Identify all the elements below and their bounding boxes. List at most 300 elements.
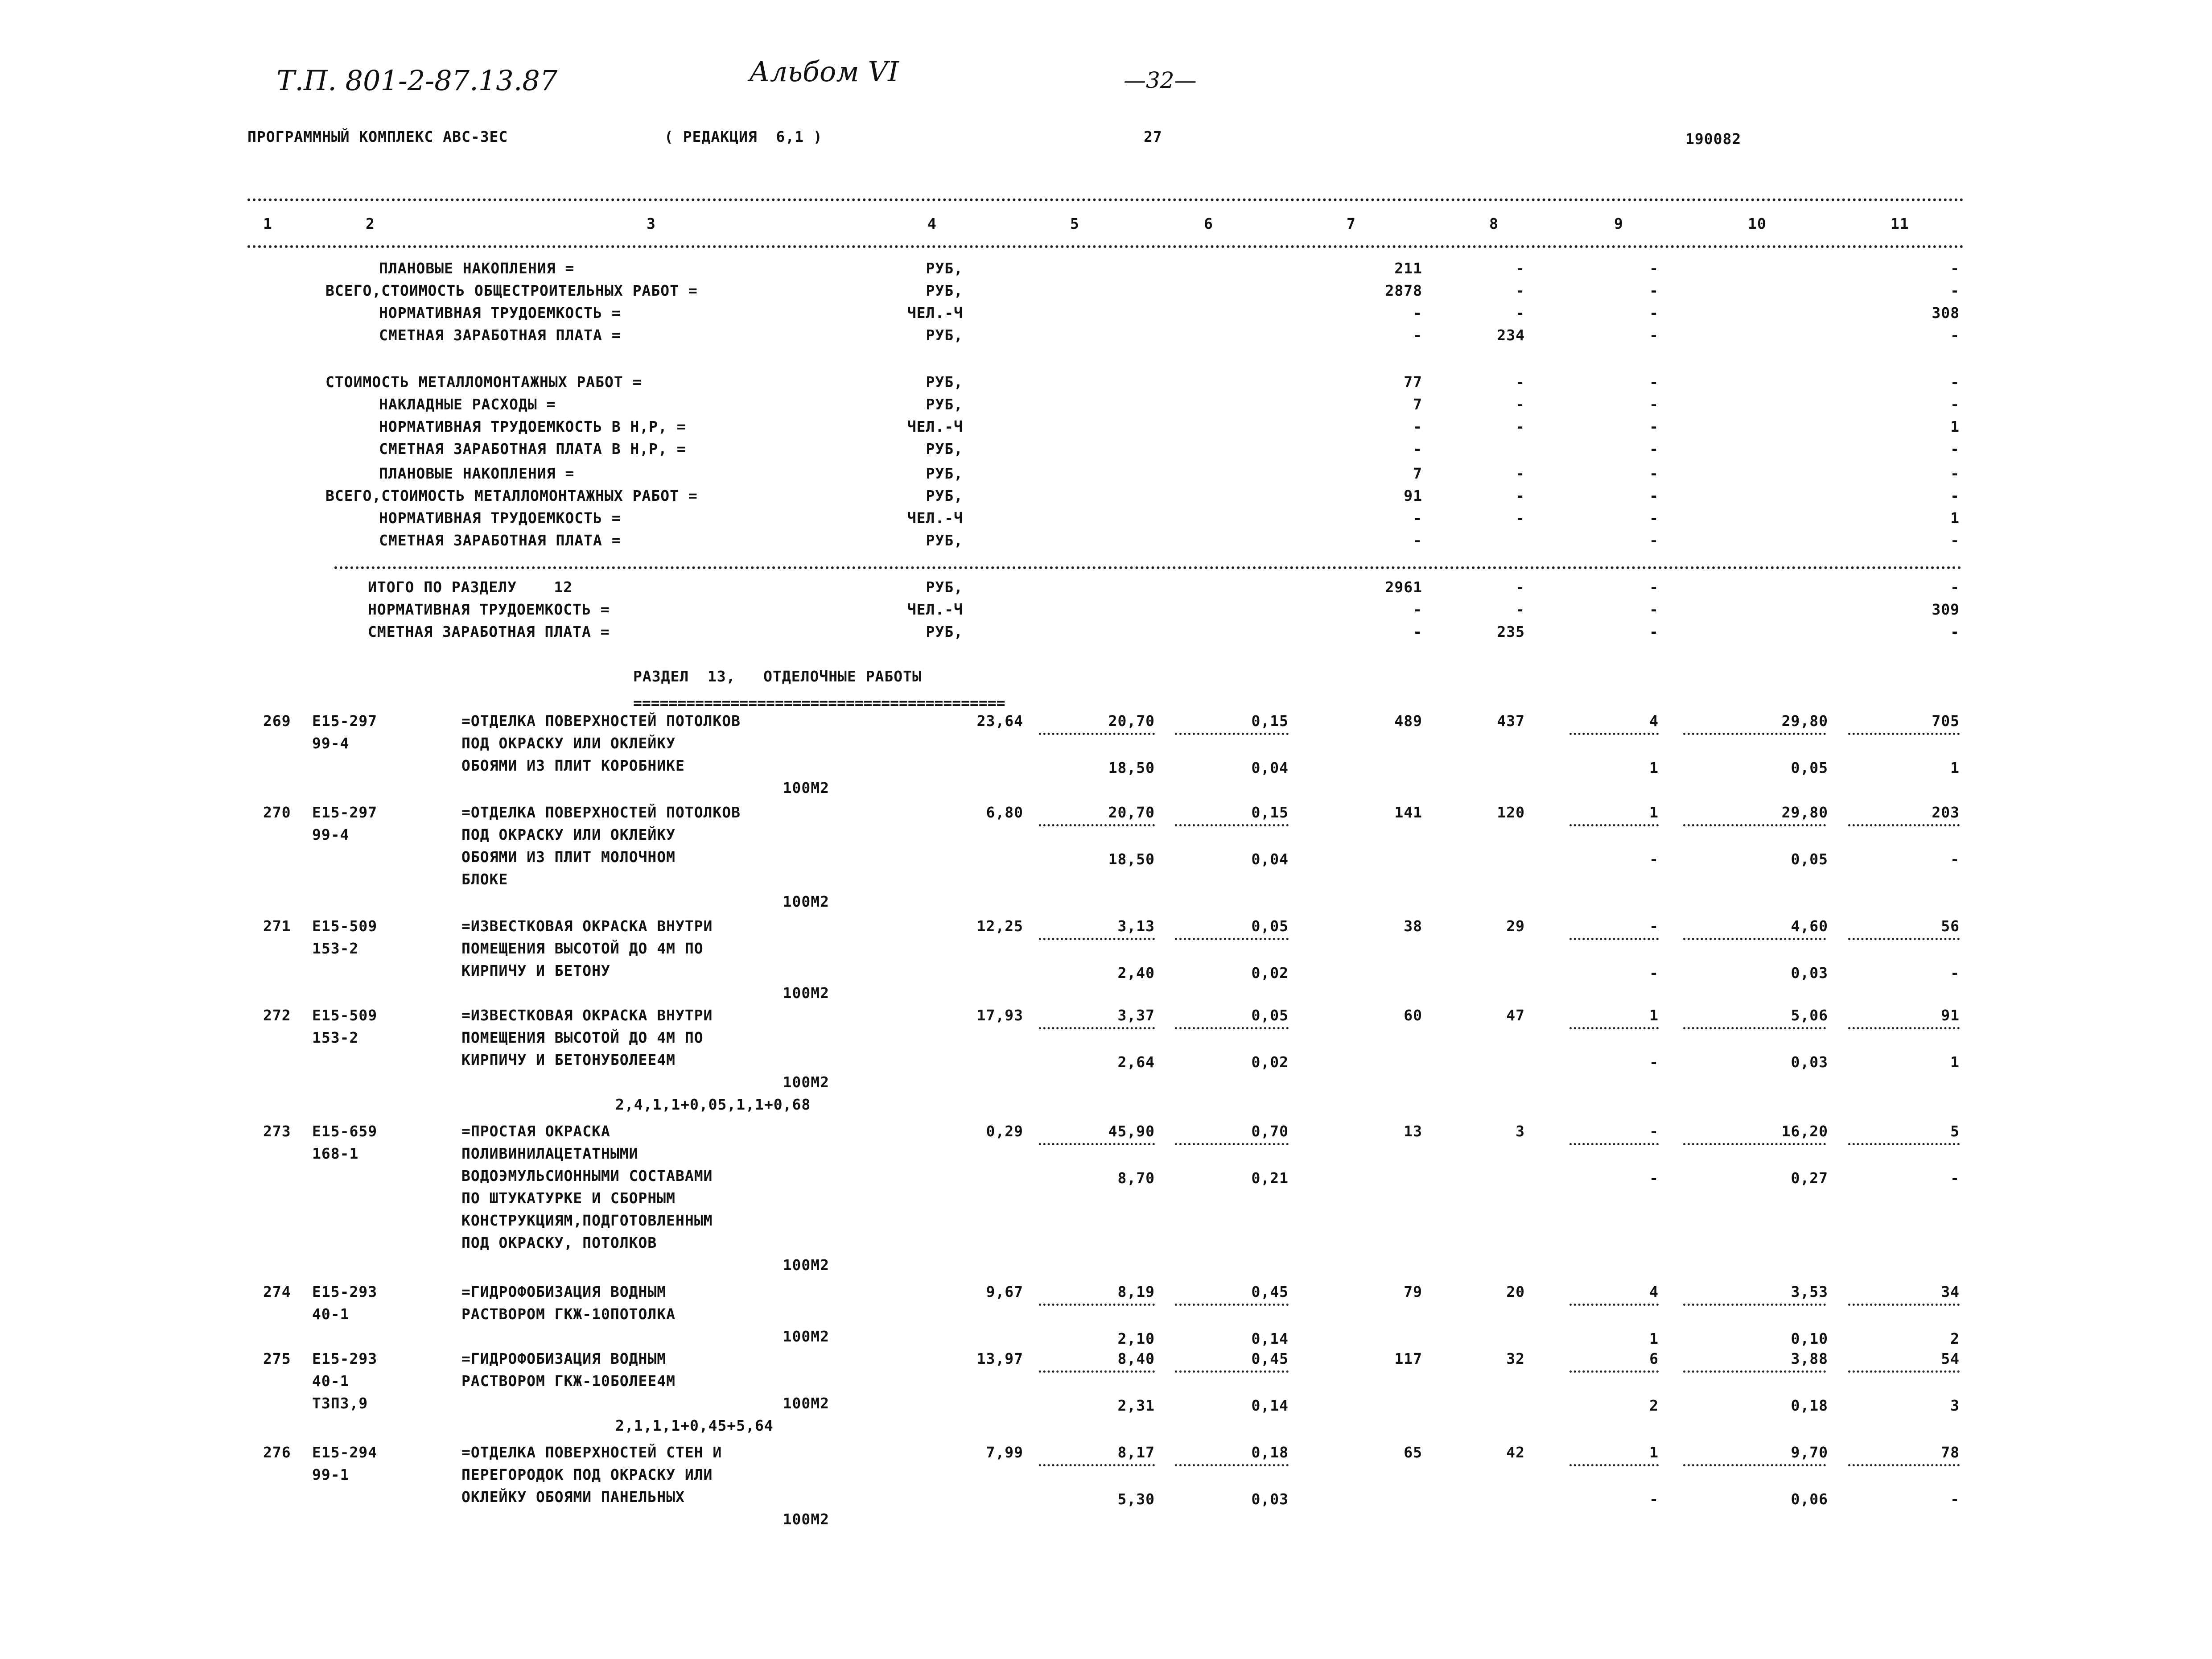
item-separator [1039, 1370, 1155, 1373]
item-separator [1848, 938, 1960, 940]
item-separator [1848, 1027, 1960, 1029]
summary-row-label: ПЛАНОВЫЕ НАКОПЛЕНИЯ = [379, 260, 575, 277]
summary-row-label: СМЕТНАЯ ЗАРАБОТНАЯ ПЛАТА = [379, 326, 621, 344]
totals-row-col8: 235 [1497, 623, 1525, 640]
item-measure-unit: 100М2 [783, 1510, 829, 1528]
item-code: Е15-293 [312, 1283, 378, 1300]
summary-row-col9: - [1649, 440, 1659, 458]
item-separator [1569, 1370, 1659, 1373]
item-col5-lower: 2,31 [1117, 1397, 1155, 1414]
item-separator [1848, 1464, 1960, 1466]
summary-row-col11: 1 [1950, 418, 1960, 435]
item-quantity: 6,80 [986, 804, 1023, 821]
item-col5-lower: 18,50 [1108, 759, 1155, 776]
item-col8: 32 [1506, 1350, 1525, 1367]
item-col10-upper: 4,60 [1791, 917, 1828, 935]
item-unit-price: 3,13 [1117, 917, 1155, 935]
summary-row-unit: РУБ, [926, 465, 963, 482]
totals-row-col8: - [1516, 601, 1525, 618]
item-col8: 42 [1506, 1444, 1525, 1461]
item-unit-price: 8,40 [1117, 1350, 1155, 1367]
item-col8: 20 [1506, 1283, 1525, 1300]
item-col11-lower: 3 [1950, 1397, 1960, 1414]
item-code-line2: 153-2 [312, 940, 359, 957]
handwritten-album: Альбом VI [749, 55, 899, 88]
item-col5-lower: 8,70 [1117, 1169, 1155, 1187]
item-col10-lower: 0,27 [1791, 1169, 1828, 1187]
item-description-line: =ОТДЕЛКА ПОВЕРХНОСТЕЙ ПОТОЛКОВ [461, 712, 741, 730]
item-description-line: КОНСТРУКЦИЯМ,ПОДГОТОВЛЕННЫМ [461, 1212, 713, 1229]
item-separator [1569, 1464, 1659, 1466]
item-col9-upper: 1 [1649, 1444, 1659, 1461]
summary-row-col7: 7 [1413, 396, 1422, 413]
totals-row-label: ИТОГО ПО РАЗДЕЛУ 12 [368, 578, 573, 596]
item-col10-upper: 9,70 [1791, 1444, 1828, 1461]
summary-row-col7: 211 [1394, 260, 1422, 277]
summary-row-col7: - [1413, 326, 1422, 344]
item-description-line: ПОД ОКРАСКУ, ПОТОЛКОВ [461, 1234, 657, 1251]
summary-row-col9: - [1649, 487, 1659, 504]
totals-row-col9: - [1649, 601, 1659, 618]
item-quantity: 13,97 [976, 1350, 1023, 1367]
item-col5-lower: 5,30 [1117, 1490, 1155, 1508]
item-col6-upper: 0,45 [1251, 1350, 1289, 1367]
item-col8: 120 [1497, 804, 1525, 821]
item-quantity: 17,93 [976, 1007, 1023, 1024]
summary-row-col11: - [1950, 260, 1960, 277]
item-separator [1175, 1304, 1289, 1306]
summary-row-label: НАКЛАДНЫЕ РАСХОДЫ = [379, 396, 556, 413]
item-col8: 437 [1497, 712, 1525, 730]
item-col9-upper: - [1649, 917, 1659, 935]
item-separator [1848, 1370, 1960, 1373]
item-total-cost: 117 [1394, 1350, 1422, 1367]
summary-row-col7: 77 [1404, 373, 1422, 391]
item-separator [1569, 824, 1659, 826]
item-col11-upper: 705 [1932, 712, 1960, 730]
column-header-2: 2 [366, 215, 375, 232]
item-separator [1683, 1027, 1826, 1029]
summary-row-unit: ЧЕЛ.-Ч [907, 509, 963, 527]
item-col9-lower: - [1649, 964, 1659, 982]
totals-row-col11: 309 [1932, 601, 1960, 618]
summary-row-unit: РУБ, [926, 326, 963, 344]
totals-row-col11: - [1950, 623, 1960, 640]
item-col11-lower: 1 [1950, 1053, 1960, 1071]
item-unit-price: 20,70 [1108, 712, 1155, 730]
summary-row-col8: - [1516, 487, 1525, 504]
item-description-line: КИРПИЧУ И БЕТОНУ [461, 962, 610, 979]
item-separator [1175, 733, 1289, 735]
item-description-line: ПО ШТУКАТУРКЕ И СБОРНЫМ [461, 1189, 676, 1207]
item-unit-price: 8,19 [1117, 1283, 1155, 1300]
item-col10-upper: 3,88 [1791, 1350, 1828, 1367]
item-separator [1039, 824, 1155, 826]
item-col9-lower: - [1649, 1169, 1659, 1187]
item-col6-lower: 0,04 [1251, 850, 1289, 868]
summary-row-col11: - [1950, 487, 1960, 504]
item-separator [1683, 1143, 1826, 1145]
item-description-line: ВОДОЭМУЛЬСИОННЫМИ СОСТАВАМИ [461, 1167, 713, 1184]
item-unit-price: 45,90 [1108, 1123, 1155, 1140]
item-separator [1683, 938, 1826, 940]
item-number: 269 [263, 712, 291, 730]
column-header-4: 4 [927, 215, 937, 232]
summary-row-col7: - [1413, 440, 1422, 458]
document-code: 190082 [1685, 130, 1742, 148]
summary-row-col11: - [1950, 396, 1960, 413]
summary-row-col9: - [1649, 260, 1659, 277]
item-col11-upper: 203 [1932, 804, 1960, 821]
summary-row-col7: - [1413, 304, 1422, 322]
item-separator [1175, 1370, 1289, 1373]
item-number: 270 [263, 804, 291, 821]
totals-row-unit: РУБ, [926, 578, 963, 596]
item-separator [1175, 824, 1289, 826]
item-measure-unit: 100М2 [783, 779, 829, 796]
item-col6-lower: 0,03 [1251, 1490, 1289, 1508]
item-col11-lower: - [1950, 1169, 1960, 1187]
item-code-line2: 99-4 [312, 826, 350, 843]
item-col11-upper: 78 [1941, 1444, 1960, 1461]
summary-row-unit: РУБ, [926, 260, 963, 277]
summary-row-col8: - [1516, 304, 1525, 322]
totals-row-col7: - [1413, 601, 1422, 618]
item-description-line: =ПРОСТАЯ ОКРАСКА [461, 1123, 610, 1140]
item-code-line2: 168-1 [312, 1145, 359, 1162]
item-separator [1039, 733, 1155, 735]
summary-row-label: СТОИМОСТЬ МЕТАЛЛОМОНТАЖНЫХ РАБОТ = [325, 373, 642, 391]
item-col6-lower: 0,02 [1251, 1053, 1289, 1071]
program-name: ПРОГРАММНЫЙ КОМПЛЕКС АВС-ЗЕС [247, 128, 508, 145]
column-header-1: 1 [263, 215, 272, 232]
summary-row-label: СМЕТНАЯ ЗАРАБОТНАЯ ПЛАТА В Н,Р, = [379, 440, 686, 458]
item-quantity: 23,64 [976, 712, 1023, 730]
item-description-line: ПОМЕЩЕНИЯ ВЫСОТОЙ ДО 4М ПО [461, 940, 704, 957]
column-header-11: 11 [1891, 215, 1909, 232]
item-description-line: =ГИДРОФОБИЗАЦИЯ ВОДНЫМ [461, 1350, 667, 1367]
item-col11-lower: 1 [1950, 759, 1960, 776]
item-description-line: БЛОКЕ [461, 871, 508, 888]
item-col5-lower: 2,64 [1117, 1053, 1155, 1071]
item-col9-lower: 1 [1649, 759, 1659, 776]
item-number: 276 [263, 1444, 291, 1461]
item-number: 273 [263, 1123, 291, 1140]
summary-row-col9: - [1649, 282, 1659, 299]
summary-row-col7: 7 [1413, 465, 1422, 482]
summary-row-label: ПЛАНОВЫЕ НАКОПЛЕНИЯ = [379, 465, 575, 482]
summary-row-col11: - [1950, 532, 1960, 549]
summary-row-col11: - [1950, 326, 1960, 344]
item-unit-price: 20,70 [1108, 804, 1155, 821]
handwritten-project-code: Т.П. 801-2-87.13.87 [276, 64, 558, 97]
totals-row-unit: ЧЕЛ.-Ч [907, 601, 963, 618]
item-col11-upper: 5 [1950, 1123, 1960, 1140]
column-header-8: 8 [1489, 215, 1499, 232]
item-measure-unit: 100М2 [783, 984, 829, 1002]
item-total-cost: 13 [1404, 1123, 1422, 1140]
item-separator [1569, 938, 1659, 940]
item-col11-upper: 34 [1941, 1283, 1960, 1300]
column-header-5: 5 [1070, 215, 1079, 232]
item-description-line: ПОД ОКРАСКУ ИЛИ ОКЛЕЙКУ [461, 735, 676, 752]
item-code: Е15-509 [312, 917, 378, 935]
column-header-3: 3 [647, 215, 656, 232]
summary-row-col8: - [1516, 282, 1525, 299]
item-description-line: ПОД ОКРАСКУ ИЛИ ОКЛЕЙКУ [461, 826, 676, 843]
section-title: РАЗДЕЛ 13, ОТДЕЛОЧНЫЕ РАБОТЫ [633, 668, 922, 685]
summary-row-col7: 91 [1404, 487, 1422, 504]
summary-row-col9: - [1649, 373, 1659, 391]
totals-row-col9: - [1649, 578, 1659, 596]
item-separator [1039, 1143, 1155, 1145]
item-col10-lower: 0,05 [1791, 759, 1828, 776]
item-quantity: 0,29 [986, 1123, 1023, 1140]
item-code: Е15-659 [312, 1123, 378, 1140]
item-col9-upper: 1 [1649, 1007, 1659, 1024]
item-separator [1683, 1370, 1826, 1373]
item-separator [1175, 1143, 1289, 1145]
item-number: 271 [263, 917, 291, 935]
summary-row-col7: - [1413, 418, 1422, 435]
item-total-cost: 65 [1404, 1444, 1422, 1461]
item-description-line: ПОМЕЩЕНИЯ ВЫСОТОЙ ДО 4М ПО [461, 1029, 704, 1046]
summary-row-col9: - [1649, 304, 1659, 322]
summary-row-label: ВСЕГО,СТОИМОСТЬ ОБЩЕСТРОИТЕЛЬНЫХ РАБОТ = [325, 282, 698, 299]
item-code: Е15-293 [312, 1350, 378, 1367]
summary-row-col7: 2878 [1385, 282, 1422, 299]
item-quantity: 9,67 [986, 1283, 1023, 1300]
summary-row-col11: 1 [1950, 509, 1960, 527]
summary-row-col9: - [1649, 396, 1659, 413]
item-description-line: КИРПИЧУ И БЕТОНУБОЛЕЕ4М [461, 1051, 676, 1069]
item-col8: 47 [1506, 1007, 1525, 1024]
item-separator [1683, 1464, 1826, 1466]
item-total-cost: 489 [1394, 712, 1422, 730]
summary-row-label: НОРМАТИВНАЯ ТРУДОЕМКОСТЬ = [379, 304, 621, 322]
item-col5-lower: 2,40 [1117, 964, 1155, 982]
item-col6-lower: 0,21 [1251, 1169, 1289, 1187]
item-code: Е15-294 [312, 1444, 378, 1461]
item-code-line2: 40-1 [312, 1305, 350, 1323]
item-description-line: =ОТДЕЛКА ПОВЕРХНОСТЕЙ СТЕН И [461, 1444, 722, 1461]
item-col5-lower: 18,50 [1108, 850, 1155, 868]
item-col6-upper: 0,70 [1251, 1123, 1289, 1140]
item-col10-lower: 0,10 [1791, 1330, 1828, 1347]
totals-row-col7: - [1413, 623, 1422, 640]
item-description-line: =ИЗВЕСТКОВАЯ ОКРАСКА ВНУТРИ [461, 917, 713, 935]
item-separator [1039, 1304, 1155, 1306]
item-total-cost: 38 [1404, 917, 1422, 935]
item-number: 272 [263, 1007, 291, 1024]
item-col9-upper: 4 [1649, 712, 1659, 730]
summary-row-label: ВСЕГО,СТОИМОСТЬ МЕТАЛЛОМОНТАЖНЫХ РАБОТ = [325, 487, 698, 504]
summary-row-col9: - [1649, 465, 1659, 482]
item-quantity: 12,25 [976, 917, 1023, 935]
item-description-line: РАСТВОРОМ ГКЖ-10БОЛЕЕ4М [461, 1372, 676, 1390]
item-col6-upper: 0,05 [1251, 1007, 1289, 1024]
item-description-line: ПОЛИВИНИЛАЦЕТАТНЫМИ [461, 1145, 638, 1162]
section-underline: ========================================== [633, 694, 1005, 712]
item-description-line: ОБОЯМИ ИЗ ПЛИТ МОЛОЧНОМ [461, 848, 676, 866]
item-number: 274 [263, 1283, 291, 1300]
summary-row-col11: 308 [1932, 304, 1960, 322]
item-separator [1848, 733, 1960, 735]
totals-row-col8: - [1516, 578, 1525, 596]
item-col10-upper: 29,80 [1781, 712, 1828, 730]
item-description-line: РАСТВОРОМ ГКЖ-10ПОТОЛКА [461, 1305, 676, 1323]
item-separator [1569, 1027, 1659, 1029]
item-unit-price: 8,17 [1117, 1444, 1155, 1461]
item-code: Е15-509 [312, 1007, 378, 1024]
item-description-line: ОКЛЕЙКУ ОБОЯМИ ПАНЕЛЬНЫХ [461, 1488, 685, 1506]
summary-row-label: СМЕТНАЯ ЗАРАБОТНАЯ ПЛАТА = [379, 532, 621, 549]
item-number: 275 [263, 1350, 291, 1367]
summary-row-unit: РУБ, [926, 373, 963, 391]
summary-row-col8: - [1516, 418, 1525, 435]
totals-row-col9: - [1649, 623, 1659, 640]
header-rule-bottom [247, 245, 1964, 248]
item-col6-upper: 0,18 [1251, 1444, 1289, 1461]
item-formula: 2,4,1,1+0,05,1,1+0,68 [615, 1096, 811, 1113]
item-separator [1175, 1027, 1289, 1029]
item-code: Е15-297 [312, 804, 378, 821]
header-rule-top [247, 198, 1964, 201]
summary-row-col11: - [1950, 465, 1960, 482]
item-col6-upper: 0,15 [1251, 712, 1289, 730]
item-measure-unit: 100М2 [783, 1256, 829, 1274]
item-separator [1569, 1143, 1659, 1145]
item-col5-lower: 2,10 [1117, 1330, 1155, 1347]
item-total-cost: 60 [1404, 1007, 1422, 1024]
item-code: Е15-297 [312, 712, 378, 730]
item-col10-upper: 5,06 [1791, 1007, 1828, 1024]
item-col11-lower: - [1950, 850, 1960, 868]
item-col10-upper: 16,20 [1781, 1123, 1828, 1140]
item-col9-lower: 2 [1649, 1397, 1659, 1414]
item-separator [1683, 733, 1826, 735]
item-col6-lower: 0,14 [1251, 1397, 1289, 1414]
item-col9-upper: 1 [1649, 804, 1659, 821]
item-col10-lower: 0,18 [1791, 1397, 1828, 1414]
summary-row-label: НОРМАТИВНАЯ ТРУДОЕМКОСТЬ В Н,Р, = [379, 418, 686, 435]
item-separator [1039, 1027, 1155, 1029]
item-separator [1848, 1304, 1960, 1306]
item-col9-lower: 1 [1649, 1330, 1659, 1347]
item-col9-lower: - [1649, 1053, 1659, 1071]
summary-row-col8: 234 [1497, 326, 1525, 344]
totals-row-col11: - [1950, 578, 1960, 596]
totals-row-col7: 2961 [1385, 578, 1422, 596]
item-col10-lower: 0,06 [1791, 1490, 1828, 1508]
sheet-number: 27 [1144, 128, 1162, 145]
summary-row-col8: - [1516, 373, 1525, 391]
item-code-line2: 99-4 [312, 735, 350, 752]
item-col8: 29 [1506, 917, 1525, 935]
item-separator [1175, 1464, 1289, 1466]
item-col6-upper: 0,45 [1251, 1283, 1289, 1300]
summary-row-col8: - [1516, 260, 1525, 277]
item-description-line: =ИЗВЕСТКОВАЯ ОКРАСКА ВНУТРИ [461, 1007, 713, 1024]
item-total-cost: 79 [1404, 1283, 1422, 1300]
item-code-line2: 153-2 [312, 1029, 359, 1046]
column-header-7: 7 [1347, 215, 1356, 232]
item-total-cost: 141 [1394, 804, 1422, 821]
item-col9-lower: - [1649, 850, 1659, 868]
summary-row-col11: - [1950, 373, 1960, 391]
summary-row-unit: РУБ, [926, 487, 963, 504]
summary-row-col11: - [1950, 440, 1960, 458]
summary-row-col8: - [1516, 465, 1525, 482]
summary-row-label: НОРМАТИВНАЯ ТРУДОЕМКОСТЬ = [379, 509, 621, 527]
item-description-line: =ГИДРОФОБИЗАЦИЯ ВОДНЫМ [461, 1283, 667, 1300]
edition-label: ( РЕДАКЦИЯ 6,1 ) [664, 128, 823, 145]
item-col11-lower: - [1950, 964, 1960, 982]
item-col11-upper: 54 [1941, 1350, 1960, 1367]
column-header-9: 9 [1614, 215, 1623, 232]
column-header-6: 6 [1204, 215, 1213, 232]
item-formula: 2,1,1,1+0,45+5,64 [615, 1417, 774, 1434]
summary-row-col8: - [1516, 396, 1525, 413]
item-col9-upper: 6 [1649, 1350, 1659, 1367]
item-col11-upper: 91 [1941, 1007, 1960, 1024]
summary-row-col9: - [1649, 326, 1659, 344]
handwritten-page-number: —32— [1124, 67, 1197, 93]
summary-row-col7: - [1413, 509, 1422, 527]
summary-row-unit: РУБ, [926, 440, 963, 458]
item-separator [1039, 1464, 1155, 1466]
summary-row-col7: - [1413, 532, 1422, 549]
item-separator [1175, 938, 1289, 940]
item-col10-lower: 0,03 [1791, 1053, 1828, 1071]
totals-rule [334, 566, 1962, 569]
item-separator [1569, 1304, 1659, 1306]
summary-row-unit: ЧЕЛ.-Ч [907, 418, 963, 435]
item-col11-lower: 2 [1950, 1330, 1960, 1347]
item-separator [1039, 938, 1155, 940]
item-col6-lower: 0,14 [1251, 1330, 1289, 1347]
summary-row-col9: - [1649, 532, 1659, 549]
item-col9-lower: - [1649, 1490, 1659, 1508]
item-description-line: =ОТДЕЛКА ПОВЕРХНОСТЕЙ ПОТОЛКОВ [461, 804, 741, 821]
item-col6-lower: 0,02 [1251, 964, 1289, 982]
totals-row-unit: РУБ, [926, 623, 963, 640]
summary-row-unit: РУБ, [926, 532, 963, 549]
summary-row-col11: - [1950, 282, 1960, 299]
summary-row-unit: РУБ, [926, 396, 963, 413]
summary-row-col8: - [1516, 509, 1525, 527]
item-col6-lower: 0,04 [1251, 759, 1289, 776]
item-measure-unit: 100М2 [783, 1328, 829, 1345]
summary-row-unit: РУБ, [926, 282, 963, 299]
item-code-line2: 99-1 [312, 1466, 350, 1483]
item-col10-upper: 3,53 [1791, 1283, 1828, 1300]
item-col11-lower: - [1950, 1490, 1960, 1508]
item-code-line2: 40-1 [312, 1372, 350, 1390]
totals-row-label: НОРМАТИВНАЯ ТРУДОЕМКОСТЬ = [368, 601, 610, 618]
item-separator [1848, 1143, 1960, 1145]
summary-row-unit: ЧЕЛ.-Ч [907, 304, 963, 322]
item-col10-upper: 29,80 [1781, 804, 1828, 821]
item-col9-upper: 4 [1649, 1283, 1659, 1300]
item-separator [1683, 1304, 1826, 1306]
summary-row-col9: - [1649, 509, 1659, 527]
item-measure-unit: 100М2 [783, 893, 829, 910]
item-separator [1848, 824, 1960, 826]
item-col6-upper: 0,05 [1251, 917, 1289, 935]
column-header-10: 10 [1748, 215, 1767, 232]
item-col9-upper: - [1649, 1123, 1659, 1140]
